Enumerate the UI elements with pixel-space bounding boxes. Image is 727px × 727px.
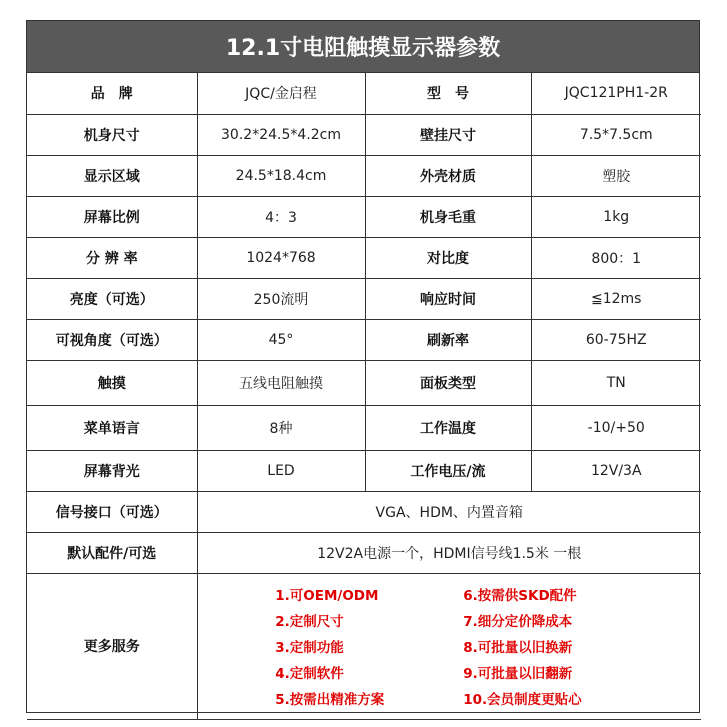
service-item: 2.定制尺寸 bbox=[275, 614, 344, 630]
spec-value: 30.2*24.5*4.2cm bbox=[197, 114, 365, 155]
spec-value: ≦12ms bbox=[531, 278, 701, 319]
spec-label: 可视角度（可选） bbox=[27, 319, 197, 360]
spec-value: TN bbox=[531, 360, 701, 405]
spec-label: 外壳材质 bbox=[365, 155, 531, 196]
service-item: 1.可OEM/ODM bbox=[275, 588, 379, 604]
spec-label: 屏幕背光 bbox=[27, 450, 197, 491]
spec-value: 250流明 bbox=[197, 278, 365, 319]
spec-label: 工作电压/流 bbox=[365, 450, 531, 491]
spec-value: 塑胶 bbox=[531, 155, 701, 196]
service-item: 6.按需供SKD配件 bbox=[463, 588, 577, 604]
spec-value: 7.5*7.5cm bbox=[531, 114, 701, 155]
spec-value: 45° bbox=[197, 319, 365, 360]
spec-label: 分 辨 率 bbox=[27, 237, 197, 278]
table-row bbox=[27, 278, 701, 319]
service-item: 3.定制功能 bbox=[275, 640, 344, 656]
spec-label: 显示区域 bbox=[27, 155, 197, 196]
table-row-signal bbox=[27, 491, 701, 532]
spec-label: 面板类型 bbox=[365, 360, 531, 405]
spec-label: 菜单语言 bbox=[27, 405, 197, 450]
spec-value: 60-75HZ bbox=[531, 319, 701, 360]
spec-value: 12V/3A bbox=[531, 450, 701, 491]
spec-label: 屏幕比例 bbox=[27, 196, 197, 237]
services-left-list bbox=[275, 584, 435, 708]
spec-value: JQC/金启程 bbox=[197, 73, 365, 114]
spec-label: 刷新率 bbox=[365, 319, 531, 360]
accessories-label: 默认配件/可选 bbox=[27, 532, 197, 573]
services-cell bbox=[197, 573, 701, 719]
spec-label: 机身尺寸 bbox=[27, 114, 197, 155]
signal-value: VGA、HDM、内置音箱 bbox=[197, 491, 701, 532]
table-row bbox=[27, 237, 701, 278]
spec-label: 机身毛重 bbox=[365, 196, 531, 237]
table-row-accessories bbox=[27, 532, 701, 573]
spec-label: 触摸 bbox=[27, 360, 197, 405]
table-row bbox=[27, 319, 701, 360]
service-item: 9.可批量以旧翻新 bbox=[463, 666, 573, 682]
spec-value: LED bbox=[197, 450, 365, 491]
table-row bbox=[27, 196, 701, 237]
accessories-value: 12V2A电源一个，HDMI信号线1.5米 一根 bbox=[197, 532, 701, 573]
spec-value: 五线电阻触摸 bbox=[197, 360, 365, 405]
signal-label: 信号接口（可选） bbox=[27, 491, 197, 532]
spec-table bbox=[27, 73, 701, 720]
table-row bbox=[27, 450, 701, 491]
spec-value: -10/+50 bbox=[531, 405, 701, 450]
service-item: 4.定制软件 bbox=[275, 666, 344, 682]
spec-value: 1kg bbox=[531, 196, 701, 237]
service-item: 8.可批量以旧换新 bbox=[463, 640, 573, 656]
table-row bbox=[27, 73, 701, 114]
service-item: 7.细分定价降成本 bbox=[463, 614, 573, 630]
spec-label: 亮度（可选） bbox=[27, 278, 197, 319]
spec-label: 品 牌 bbox=[27, 73, 197, 114]
table-row bbox=[27, 405, 701, 450]
spec-sheet bbox=[26, 20, 700, 713]
table-row-services bbox=[27, 573, 701, 719]
services-right-list bbox=[463, 584, 623, 708]
spec-label: 工作温度 bbox=[365, 405, 531, 450]
spec-label: 对比度 bbox=[365, 237, 531, 278]
table-row bbox=[27, 155, 701, 196]
spec-value: JQC121PH1-2R bbox=[531, 73, 701, 114]
spec-label: 型 号 bbox=[365, 73, 531, 114]
spec-value: 8种 bbox=[197, 405, 365, 450]
spec-value: 24.5*18.4cm bbox=[197, 155, 365, 196]
spec-value: 800：1 bbox=[531, 237, 701, 278]
service-item: 5.按需出精准方案 bbox=[275, 692, 385, 708]
spec-label: 响应时间 bbox=[365, 278, 531, 319]
spec-value: 4：3 bbox=[197, 196, 365, 237]
spec-value: 1024*768 bbox=[197, 237, 365, 278]
services-label: 更多服务 bbox=[27, 573, 197, 719]
table-row bbox=[27, 360, 701, 405]
page-title: 12.1寸电阻触摸显示器参数 bbox=[27, 21, 699, 73]
spec-label: 壁挂尺寸 bbox=[365, 114, 531, 155]
table-row bbox=[27, 114, 701, 155]
service-item: 10.会员制度更贴心 bbox=[463, 692, 582, 708]
